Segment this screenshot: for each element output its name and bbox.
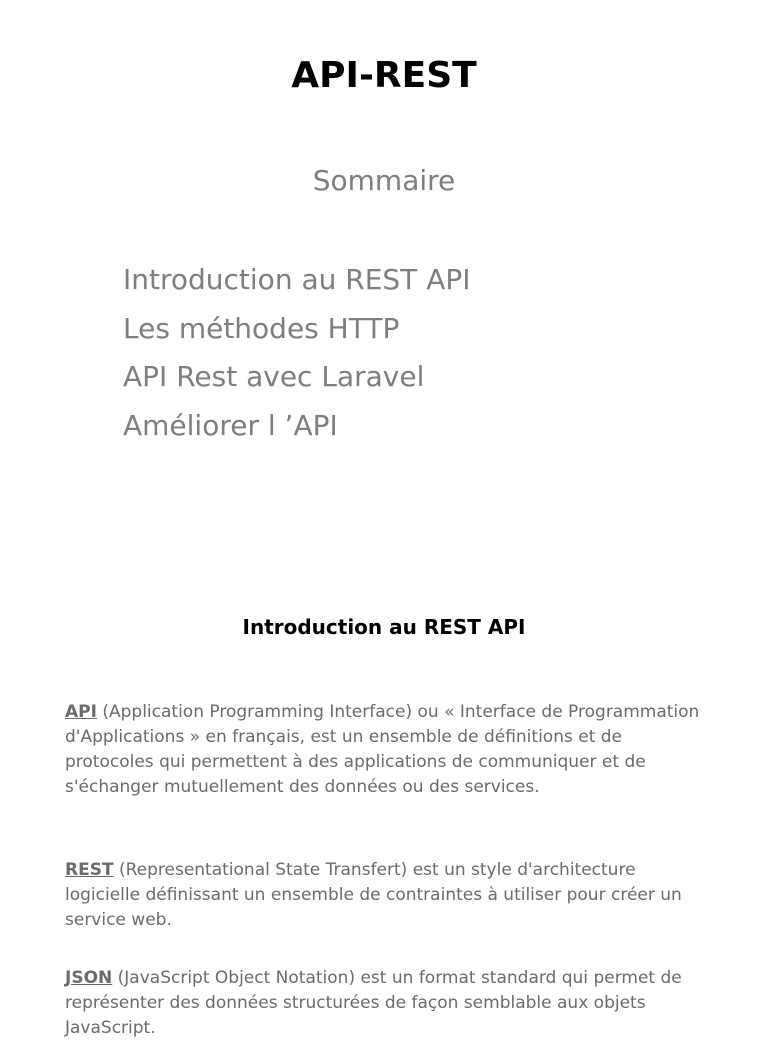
toc-item-laravel: API Rest avec Laravel xyxy=(123,360,425,393)
term-api: API xyxy=(65,702,97,722)
toc-item-introduction: Introduction au REST API xyxy=(123,263,471,296)
paragraph-json xyxy=(65,966,705,1041)
definition-api: (Application Programming Interface) ou « Interface de Programmation d'Applications » en français, est un ensemble de définitions et de protocoles qui permettent à des applications de communiquer et de s'échanger mutuellement des données ou des services. xyxy=(65,702,700,797)
document-title: API-REST xyxy=(291,55,477,96)
toc-item-improve-api: Améliorer l ’API xyxy=(123,408,338,442)
definition-json: (JavaScript Object Notation) est un format standard qui permet de représenter des données structurées de façon semblable aux objets JavaScript. xyxy=(65,968,682,1038)
term-json: JSON xyxy=(65,968,113,988)
summary-heading: Sommaire xyxy=(312,164,456,197)
paragraph-api xyxy=(65,700,705,800)
paragraph-rest xyxy=(65,858,705,933)
toc-item-http-methods: Les méthodes HTTP xyxy=(123,311,400,345)
section-title: Introduction au REST API xyxy=(242,615,526,639)
table-of-contents xyxy=(123,256,470,450)
definition-rest: (Representational State Transfert) est un style d'architecture logicielle définissant un ensemble de contraintes à utiliser pour créer un service web. xyxy=(65,860,682,930)
term-rest: REST xyxy=(65,860,114,880)
